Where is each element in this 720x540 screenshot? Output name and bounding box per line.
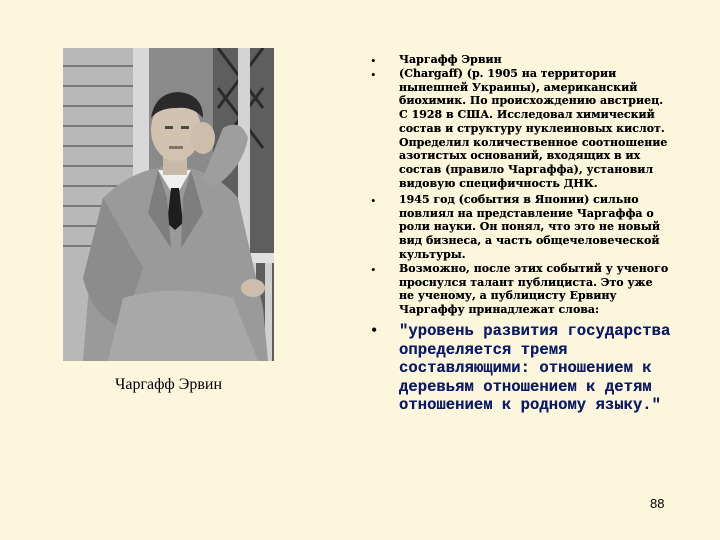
bullet-dot: • (371, 193, 376, 208)
bullet-dot: • (371, 262, 376, 277)
bullet-text: Чаргафф Эрвин (399, 53, 502, 66)
bullet-dot: • (371, 53, 376, 68)
bullet-text: 1945 год (события в Японии) сильно повлиял на представление Чаргаффа о роли науки. Он понял, что это не новый вид бизнеса, а часть общечеловеческой культуры. (399, 193, 661, 261)
bullet-dot: • (371, 320, 378, 340)
bullet-text: Возможно, после этих событий у ученого проснулся талант публициста. Это уже не ученому, а публицисту Ервину Чаргаффу принадлежат слова: (399, 262, 669, 317)
page-number: 88 (650, 496, 665, 511)
bullet-text: (Chargaff) (р. 1905 на территории нынешней Украины), американский биохимик. По происхождению австриец. С 1928 в США. Исследовал химический состав и структуру нуклеиновых кислот. Определил количественное соотношение азотистых оснований, входящих в их состав (правило Чаргаффа), установил видовую специфичность ДНК. (399, 67, 668, 190)
quote-text: "уровень развития государства определяется тремя составляющими: отношением к деревьям отношением к детям отношением к родному языку." (399, 322, 671, 415)
portrait-photo (63, 48, 274, 361)
photo-caption: Чаргафф Эрвин (114, 376, 223, 393)
bullet-dot: • (371, 67, 376, 82)
